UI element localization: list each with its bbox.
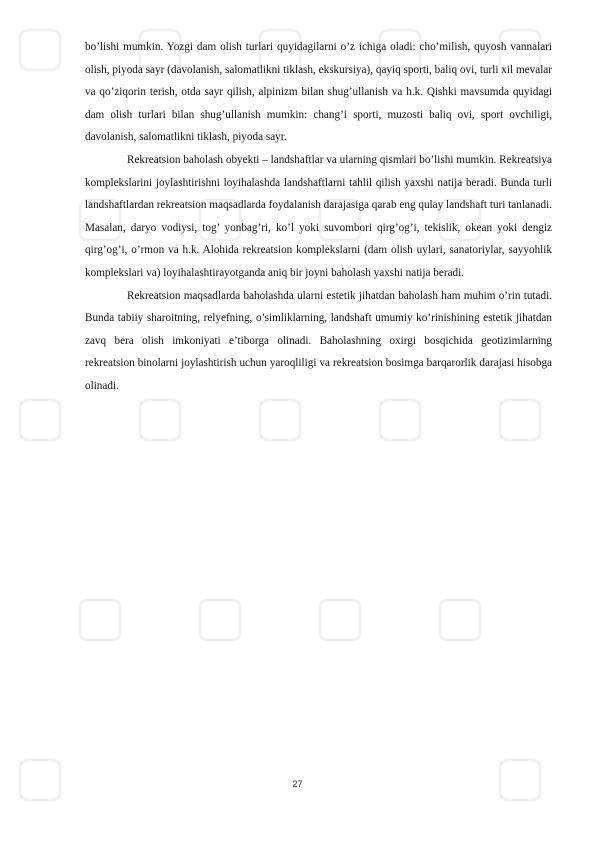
page-number: 27	[292, 779, 303, 789]
body-text	[85, 36, 552, 398]
watermark-tile	[140, 400, 180, 440]
watermark-tile	[80, 600, 120, 640]
watermark-tile	[200, 600, 240, 640]
watermark-tile	[20, 400, 60, 440]
paragraph-3: Rekreatsion maqsadlarda baholashda ularni estetik jihatdan baholash ham muhim o’rin tutadi. Bunda tabiiy sharoitning, relyefning, o’simliklarning, landshaft umumiy ko’rinishining estetik jihatdan zavq bera olish imkoniyati e’tiborga olinadi. Baholashning oxirgi bosqichida geotizimlarning rekreatsion binolarni joylashtirish uchun yaroqliligi va rekreatsion bosimga barqarorlik darajasi hisobga olinadi.	[85, 289, 552, 392]
paragraph-1: bo’lishi mumkin. Yozgi dam olish turlari quyidagilarni o’z ichiga oladi: cho’milish, quyosh vannalari olish, piyoda sayr (davolanish, salomatlikni tiklash, ekskursiya), qayiq sporti, baliq ovi, turli xil mevalar va qo’ziqorin terish, otda sayr qilish, alpinizm bilan shug’ullanish va h.k. Qishki mavsumda quyidagi dam olish turlari bilan shug’ullanish mumkin: chang’i sporti, muzosti baliq ovi, sport ovchiligi, davolanish, salomatlikni tiklash, piyoda sayr.	[85, 41, 552, 144]
watermark-tile	[440, 600, 480, 640]
watermark-tile	[260, 400, 300, 440]
paragraph-2: Rekreatsion baholash obyekti – landshaftlar va ularning qismlari bo’lishi mumkin. Rekreatsiya komplekslarini joylashtirishni loyihalashda landshaftlarni tahlil qilish yaxshi natija beradi. Bunda turli landshaftlardan rekreatsion maqsadlarda foydalanish darajasiga qarab eng qulay landshaft turi tanlanadi. Masalan, daryo vodiysi, tog’ yonbag’ri, ko’l yoki suvombori qirg’og’i, tekislik, okean yoki dengiz qirg’og’i, o’rmon va h.k. Alohida rekreatsion komplekslarni (dam olish uylari, sanatoriylar, sayyohlik komplekslari va) loyihalashtirayotganda aniq bir joyni baholash yaxshi natija beradi.	[85, 153, 552, 279]
watermark-tile	[500, 400, 540, 440]
watermark-tile	[20, 30, 60, 70]
watermark-tile	[380, 400, 420, 440]
watermark-tile	[320, 600, 360, 640]
